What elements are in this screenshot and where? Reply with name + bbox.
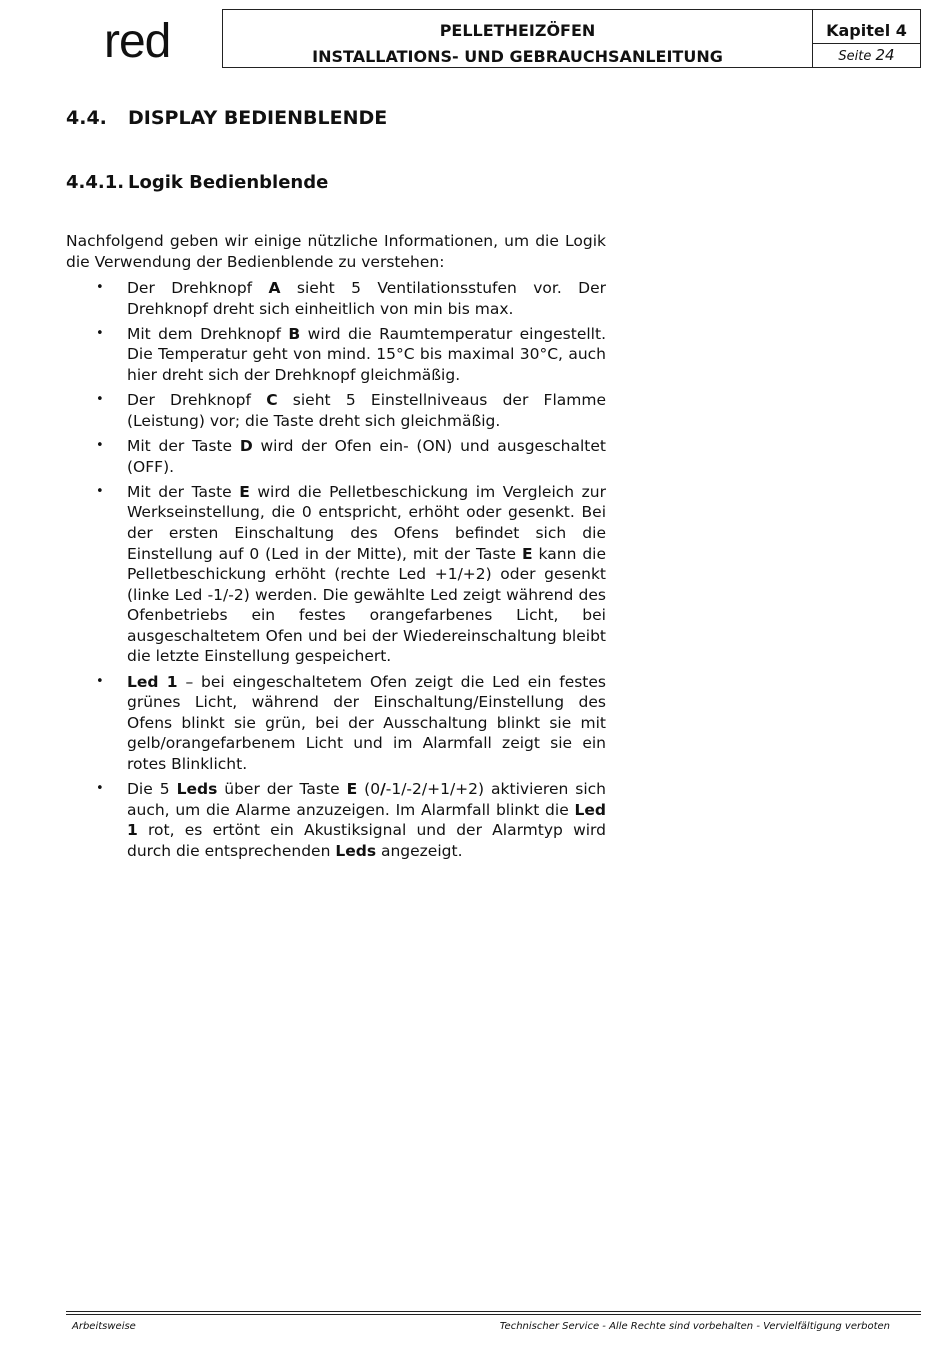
section-title: DISPLAY BEDIENBLENDE xyxy=(128,107,388,129)
footer-rule xyxy=(66,1311,921,1312)
footer-rule xyxy=(66,1314,921,1315)
intro-paragraph: Nachfolgend geben wir einige nützliche Informationen, um die Logik die Verwendung der Bedienblende zu verstehen: xyxy=(66,232,606,271)
footer-copyright: Technischer Service - Alle Rechte sind vorbehalten - Vervielfältigung verboten xyxy=(499,1321,890,1332)
list-item: • Mit der Taste E wird die Pelletbeschickung im Vergleich zur Werkseinstellung, die 0 entspricht, erhöht oder gesenkt. Bei der ersten Einschaltung des Ofens befindet sich die Einstellung auf 0 (Led in der Mitte), mit der Taste E kann die Pelletbeschickung erhöht (rechte Led +1/+2) oder gesenkt (linke Led -1/-2) werden. Die gewählte Led zeigt während des Ofenbetriebs ein festes orangefarbenes Licht, bei ausgeschaltetem Ofen und bei der Wiedereinschaltung bleibt die letzte Einstellung gespeichert. xyxy=(96,482,607,666)
page-label: Seite xyxy=(838,49,872,64)
bullet-icon: • xyxy=(96,673,104,689)
header-box xyxy=(222,9,921,68)
page-indicator xyxy=(813,45,920,67)
list-item: • Der Drehknopf C sieht 5 Einstellniveaus der Flamme (Leistung) vor; die Taste dreht sich gleichmäßig. xyxy=(96,391,606,430)
footer-section-label: Arbeitsweise xyxy=(72,1321,136,1332)
list-item: • Mit der Taste D wird der Ofen ein- (ON) und ausgeschaltet (OFF). xyxy=(96,436,606,476)
document-title: PELLETHEIZÖFEN xyxy=(439,21,596,40)
bullet-list xyxy=(66,278,606,866)
bullet-icon: • xyxy=(96,325,104,341)
company-logo: red xyxy=(104,15,171,68)
document-subtitle: INSTALLATIONS- UND GEBRAUCHSANLEITUNG xyxy=(312,47,723,66)
subsection-title: Logik Bedienblende xyxy=(128,172,329,193)
subsection-number: 4.4.1. xyxy=(66,172,125,193)
list-item: • Mit dem Drehknopf B wird die Raumtemperatur eingestellt. Die Temperatur geht von mind. 15°C bis maximal 30°C, auch hier dreht sich der Drehknopf gleichmäßig. xyxy=(96,324,606,384)
header-title-cell xyxy=(223,10,813,67)
header-chapter-cell xyxy=(813,10,920,67)
bullet-icon: • xyxy=(96,437,104,453)
section-number: 4.4. xyxy=(66,107,107,129)
list-item: • Led 1 – bei eingeschaltetem Ofen zeigt die Led ein festes grünes Licht, während der Einschaltung/Einstellung des Ofens blinkt sie grün, bei der Ausschaltung blinkt sie mit gelb/orangefarbenem Licht und im Alarmfall zeigt sie ein rotes Blinklicht. xyxy=(96,672,606,774)
bullet-icon: • xyxy=(96,781,104,797)
chapter-label: Kapitel 4 xyxy=(813,10,920,44)
bullet-icon: • xyxy=(96,280,104,295)
bullet-icon: • xyxy=(96,483,104,499)
list-item: • Die 5 Leds über der Taste E (0/-1/-2/+1/+2) aktivieren sich auch, um die Alarme anzuzeigen. Im Alarmfall blinkt die Led 1 rot, es ertönt ein Akustiksignal und der Alarmtyp wird durch die entsprechenden Leds angezeigt. xyxy=(96,780,607,860)
section-heading xyxy=(66,106,387,130)
subsection-heading xyxy=(66,171,328,195)
page-number: 24 xyxy=(875,46,895,64)
bullet-icon: • xyxy=(96,392,104,408)
list-item: • Der Drehknopf A sieht 5 Ventilationsstufen vor. Der Drehknopf dreht sich einheitlich von min bis max. xyxy=(96,279,606,318)
